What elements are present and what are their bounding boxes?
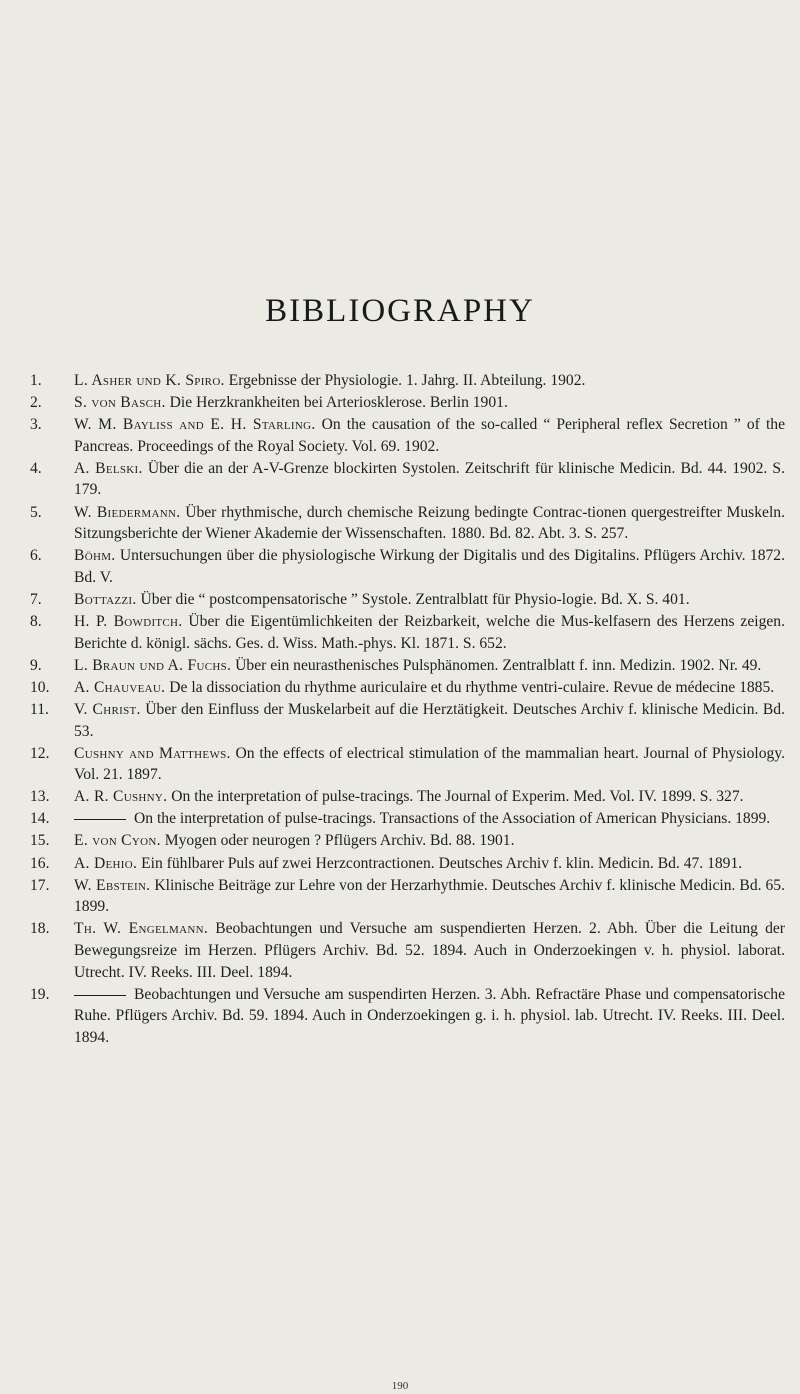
entry-text: On the interpretation of pulse-tracings. The Journal of Experim. Med. Vol. IV. 1899. S. 327.	[171, 788, 744, 806]
entry-text: Über die Eigentümlichkeiten der Reizbarkeit, welche die Mus-kelfasern des Herzens zeigen. Berichte d. königl. sächs. Ges. d. Wiss. Math.-phys. Kl. 1871. S. 652.	[74, 613, 786, 652]
entry-text: On the causation of the so-called “ Peripheral reflex Secretion ” of the Pancreas. Proceedings of the Royal Society. Vol. 69. 1902.	[74, 416, 785, 455]
entry-number: 5.	[30, 503, 42, 521]
bibliography-entry	[30, 545, 785, 588]
entry-number: 13.	[30, 788, 50, 806]
bibliography-entry	[30, 918, 785, 983]
bibliography-entry	[30, 830, 785, 852]
entry-authors: Bottazzi.	[74, 590, 137, 608]
entry-authors: Cushny and Matthews.	[74, 744, 231, 762]
bibliography-entry	[30, 458, 785, 501]
entry-text: Ein fühlbarer Puls auf zwei Herzcontractionen. Deutsches Archiv f. klin. Medicin. Bd. 47. 1891.	[141, 854, 743, 872]
entry-authors: A. Belski.	[74, 459, 143, 477]
entry-number: 1.	[30, 372, 42, 389]
entry-text: Klinische Beiträge zur Lehre von der Herzarhythmie. Deutsches Archiv f. klinische Medicin. Bd. 65. 1899.	[74, 876, 785, 916]
entry-number: 2.	[30, 394, 42, 412]
bibliography-entry	[30, 502, 785, 545]
entry-authors: H. P. Bowditch.	[74, 613, 183, 631]
entry-number: 9.	[30, 656, 42, 674]
entry-text: Über die an der A-V-Grenze blockirten Systolen. Zeitschrift für klinische Medicin. Bd. 44. 1902. S. 179.	[74, 459, 785, 499]
entry-text: Myogen oder neurogen ? Pflügers Archiv. Bd. 88. 1901.	[164, 832, 515, 850]
entry-authors: E. von Cyon.	[74, 832, 161, 850]
entry-text: Über die “ postcompensatorische ” Systole. Zentralblatt für Physio-logie. Bd. X. S. 401.	[140, 590, 690, 608]
bibliography-list	[30, 370, 785, 1049]
entry-number: 17.	[30, 876, 50, 894]
bibliography-entry	[30, 370, 785, 392]
bibliography-entry	[30, 611, 785, 654]
bibliography-entry	[30, 853, 785, 875]
entry-number: 12.	[30, 744, 50, 762]
entry-authors: W. Biedermann.	[74, 503, 181, 521]
entry-authors: L. Asher und K. Spiro.	[74, 372, 225, 389]
entry-number: 16.	[30, 854, 50, 872]
entry-text: Über rhythmische, durch chemische Reizung bedingte Contrac-tionen quergestreifter Muskeln. Sitzungsberichte der Wiener Akademie der Wissenschaften. 1880. Bd. 82. Abt. 3. S. 257.	[74, 503, 785, 543]
entry-number: 11.	[30, 700, 49, 718]
entry-text: Die Herzkrankheiten bei Arteriosklerose. Berlin 1901.	[169, 394, 508, 412]
same-author-dash	[74, 819, 126, 820]
bibliography-entry	[30, 699, 785, 742]
entry-authors: A. Dehio.	[74, 854, 138, 872]
page-number: 190	[391, 1380, 409, 1392]
entry-authors: V. Christ.	[74, 700, 141, 718]
entry-text: Beobachtungen und Versuche am suspendirten Herzen. 3. Abh. Refractäre Phase und compensatorische Ruhe. Pflügers Archiv. Bd. 59. 1894. Auch in Onderzoekingen g. i. h. physiol. lab. Utrecht. IV. Reeks. III. Deel. 1894.	[74, 985, 785, 1046]
entry-text: On the effects of electrical stimulation of the mammalian heart. Journal of Physiology. Vol. 21. 1897.	[74, 744, 785, 784]
bibliography-entry	[30, 743, 785, 786]
entry-text: De la dissociation du rhythme auriculaire et du rhythme ventri-culaire. Revue de médecine 1885.	[169, 678, 775, 696]
entry-authors: A. R. Cushny.	[74, 788, 168, 806]
bibliography-entry	[30, 786, 785, 808]
bibliography-entry	[30, 984, 785, 1049]
bibliography-entry	[30, 808, 785, 830]
entry-authors: Böhm.	[74, 547, 116, 565]
entry-authors: W. M. Bayliss and E. H. Starling.	[74, 416, 316, 434]
entry-text: Ergebnisse der Physiologie. 1. Jahrg. II. Abteilung. 1902.	[228, 372, 586, 389]
bibliography-entry	[30, 875, 785, 918]
entry-number: 14.	[30, 810, 50, 828]
entry-number: 7.	[30, 590, 42, 608]
entry-authors: W. Ebstein.	[74, 876, 151, 894]
bibliography-entry	[30, 392, 785, 414]
bibliography-entry	[30, 655, 785, 677]
entry-text: On the interpretation of pulse-tracings. Transactions of the Association of American Physicians. 1899.	[134, 810, 771, 828]
entry-number: 19.	[30, 985, 50, 1003]
bibliography-entry	[30, 414, 785, 457]
entry-authors: S. von Basch.	[74, 394, 166, 412]
entry-number: 15.	[30, 832, 50, 850]
entry-number: 8.	[30, 613, 42, 631]
same-author-dash	[74, 995, 126, 996]
entry-number: 4.	[30, 459, 42, 477]
entry-authors: A. Chauveau.	[74, 678, 166, 696]
entry-number: 18.	[30, 920, 50, 938]
entry-number: 10.	[30, 678, 50, 696]
entry-text: Beobachtungen und Versuche am suspendierten Herzen. 2. Abh. Über die Leitung der Bewegungsreize im Herzen. Pflügers Archiv. Bd. 52. 1894. Auch in Onderzoekingen v. h. physiol. laborat. Utrecht. IV. Reeks. III. Deel. 1894.	[74, 920, 785, 981]
bibliography-entry	[30, 677, 785, 699]
entry-text: Über den Einfluss der Muskelarbeit auf die Herztätigkeit. Deutsches Archiv f. klinische Medicin. Bd. 53.	[74, 700, 785, 740]
page-heading: BIBLIOGRAPHY	[265, 293, 535, 329]
entry-number: 3.	[30, 416, 42, 434]
entry-text: Untersuchungen über die physiologische Wirkung der Digitalis und des Digitalins. Pflügers Archiv. 1872. Bd. V.	[74, 547, 786, 586]
entry-authors: L. Braun und A. Fuchs.	[74, 656, 232, 674]
entry-number: 6.	[30, 547, 42, 565]
entry-authors: Th. W. Engelmann.	[74, 920, 209, 938]
bibliography-entry	[30, 589, 785, 611]
entry-text: Über ein neurasthenisches Pulsphänomen. Zentralblatt f. inn. Medizin. 1902. Nr. 49.	[235, 656, 762, 674]
